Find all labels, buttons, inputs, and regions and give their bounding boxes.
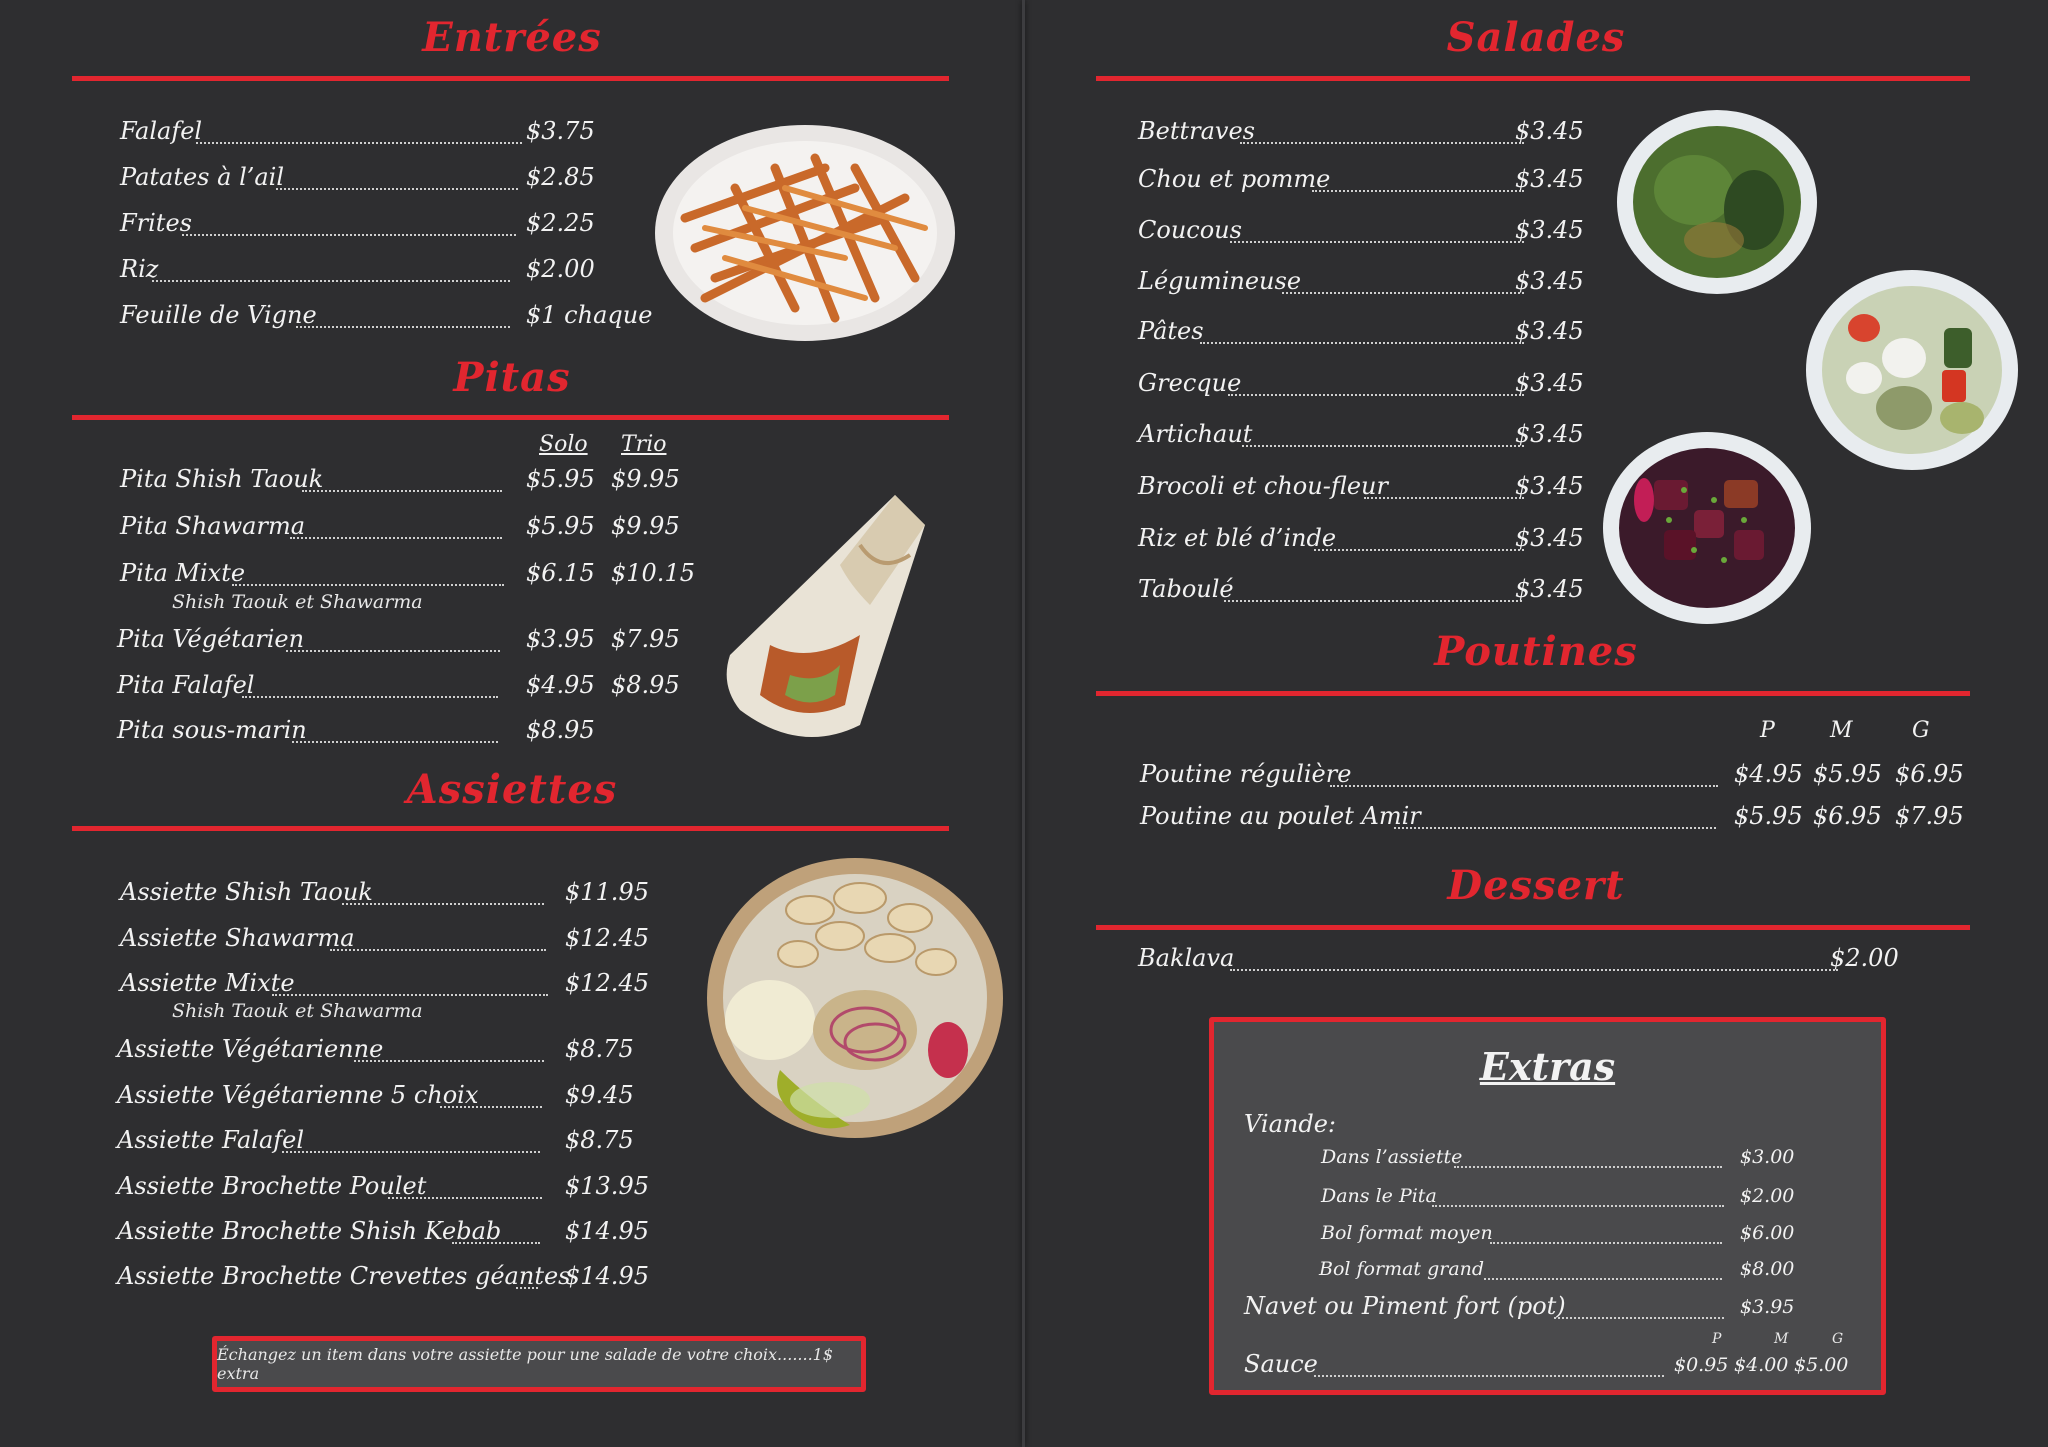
menu-item-price-solo: $5.95 xyxy=(526,512,595,540)
menu-item-price-p: $4.95 xyxy=(1734,760,1803,788)
leader-dots xyxy=(1394,827,1716,829)
column-header-p: P xyxy=(1760,718,1775,743)
leader-dots xyxy=(296,326,510,328)
menu-item-price-trio: $10.15 xyxy=(611,559,695,587)
leader-dots xyxy=(292,741,498,743)
leader-dots xyxy=(342,903,544,905)
menu-item-price: $3.45 xyxy=(1515,575,1584,603)
beet-salad-bowl-image xyxy=(1594,420,1854,635)
menu-item-price: $2.00 xyxy=(526,255,595,283)
menu-item-name: Patates à l’ail xyxy=(120,163,285,191)
menu-item-name: Coucous xyxy=(1138,216,1242,244)
menu-item-price: $14.95 xyxy=(565,1262,649,1290)
leader-dots xyxy=(1240,142,1524,144)
sauce-col-g: G xyxy=(1832,1331,1844,1347)
menu-item-name: Riz et blé d’inde xyxy=(1138,524,1337,552)
extras-item-name: Dans l’assiette xyxy=(1321,1146,1463,1168)
leader-dots xyxy=(1224,600,1522,602)
menu-item-price-g: $7.95 xyxy=(1895,802,1964,830)
extras-title: Extras xyxy=(1479,1044,1616,1089)
leader-dots xyxy=(1432,1205,1724,1207)
menu-item-price: $14.95 xyxy=(565,1217,649,1245)
menu-item-name: Assiette Végétarienne 5 choix xyxy=(117,1081,479,1109)
leader-dots xyxy=(330,949,546,951)
leader-dots xyxy=(152,280,510,282)
salades-rule xyxy=(1096,76,1970,81)
extras-item-name: Dans le Pita xyxy=(1321,1185,1437,1207)
leader-dots xyxy=(1242,445,1524,447)
menu-item-name: Grecque xyxy=(1138,369,1242,397)
menu-item-name: Assiette Brochette Shish Kebab xyxy=(117,1217,502,1245)
menu-item-name: Légumineuse xyxy=(1138,267,1302,295)
extras-box xyxy=(1209,1017,1886,1395)
menu-item-name: Poutine au poulet Amir xyxy=(1140,802,1421,830)
leader-dots xyxy=(516,1287,538,1289)
leader-dots xyxy=(290,537,502,539)
assiettes-heading: Assiettes xyxy=(406,766,618,813)
menu-item-name: Pita Végétarien xyxy=(117,625,305,653)
pita-wrap-image xyxy=(710,485,940,755)
leader-dots xyxy=(1230,969,1838,971)
menu-item-price-solo: $8.95 xyxy=(526,716,595,744)
leader-dots xyxy=(388,1197,542,1199)
sauce-col-p: P xyxy=(1712,1331,1722,1347)
menu-item-name: Falafel xyxy=(120,117,203,145)
menu-item-price: $3.45 xyxy=(1515,420,1584,448)
menu-item-price: $3.45 xyxy=(1515,317,1584,345)
assiettes-rule xyxy=(72,826,949,831)
menu-item-price: $3.45 xyxy=(1515,216,1584,244)
menu-item-price-solo: $4.95 xyxy=(526,671,595,699)
poutines-heading: Poutines xyxy=(1434,628,1638,675)
leader-dots xyxy=(1282,292,1524,294)
menu-item-price-m: $5.95 xyxy=(1813,760,1882,788)
leader-dots xyxy=(302,490,502,492)
menu-item-price: $3.75 xyxy=(526,117,595,145)
menu-item-name: Pita Shawarma xyxy=(120,512,306,540)
menu-item-price-solo: $6.15 xyxy=(526,559,595,587)
menu-item-name: Chou et pomme xyxy=(1138,165,1331,193)
menu-item-price-trio: $8.95 xyxy=(611,671,680,699)
menu-item-name: Pita Mixte xyxy=(120,559,246,587)
leader-dots xyxy=(1330,785,1718,787)
entrees-heading: Entrées xyxy=(422,14,602,61)
leader-dots xyxy=(232,584,504,586)
leader-dots xyxy=(1314,1375,1664,1377)
sauce-item-name: Sauce xyxy=(1244,1350,1318,1378)
menu-item-price-trio: $9.95 xyxy=(611,465,680,493)
menu-item-price-g: $6.95 xyxy=(1895,760,1964,788)
viande-label: Viande: xyxy=(1244,1110,1337,1138)
leader-dots xyxy=(1490,1242,1722,1244)
leader-dots xyxy=(452,1242,540,1244)
salades-heading: Salades xyxy=(1446,14,1626,61)
column-header-g: G xyxy=(1912,718,1930,743)
sauce-price-g: $5.00 xyxy=(1794,1354,1849,1376)
menu-item-name: Frites xyxy=(120,209,192,237)
menu-item-price: $12.45 xyxy=(565,924,649,952)
menu-item-price: $13.95 xyxy=(565,1172,649,1200)
dessert-heading: Dessert xyxy=(1447,862,1625,909)
menu-item-price: $12.45 xyxy=(565,969,649,997)
leader-dots xyxy=(1228,394,1524,396)
extras-item-price: $2.00 xyxy=(1740,1185,1795,1207)
menu-item-price-solo: $5.95 xyxy=(526,465,595,493)
leader-dots xyxy=(1454,1166,1722,1168)
sauce-price-m: $4.00 xyxy=(1734,1354,1789,1376)
pitas-rule xyxy=(72,415,949,420)
leader-dots xyxy=(242,696,498,698)
sauce-price-p: $0.95 xyxy=(1674,1354,1729,1376)
menu-item-name: Pita Shish Taouk xyxy=(120,465,324,493)
assiette-plate-image xyxy=(700,850,1010,1145)
menu-item-subtitle: Shish Taouk et Shawarma xyxy=(172,591,423,613)
leader-dots xyxy=(1364,497,1524,499)
leader-dots xyxy=(182,234,516,236)
extras-item-name: Bol format grand xyxy=(1319,1258,1485,1280)
leader-dots xyxy=(196,142,522,144)
menu-item-name: Artichaut xyxy=(1138,420,1253,448)
menu-item-name: Poutine régulière xyxy=(1140,760,1352,788)
extras-item-price: $6.00 xyxy=(1740,1222,1795,1244)
entrees-rule xyxy=(72,76,949,81)
menu-item-price: $3.45 xyxy=(1515,165,1584,193)
menu-item-name: Taboulé xyxy=(1138,575,1234,603)
sauce-col-m: M xyxy=(1774,1331,1789,1347)
navet-item-name: Navet ou Piment fort (pot) xyxy=(1244,1292,1566,1320)
leader-dots xyxy=(282,1151,540,1153)
leader-dots xyxy=(272,994,548,996)
menu-item-price: $3.45 xyxy=(1515,267,1584,295)
menu-item-subtitle: Shish Taouk et Shawarma xyxy=(172,1000,423,1022)
pitas-heading: Pitas xyxy=(453,354,571,401)
column-header-solo: Solo xyxy=(539,432,588,457)
menu-item-price: $3.45 xyxy=(1515,472,1584,500)
menu-item-price: $3.45 xyxy=(1515,524,1584,552)
menu-item-price: $2.25 xyxy=(526,209,595,237)
menu-item-price: $1 chaque xyxy=(526,301,653,329)
menu-item-name: Assiette Brochette Poulet xyxy=(117,1172,427,1200)
menu-item-price-p: $5.95 xyxy=(1734,802,1803,830)
menu-item-name: Pita sous-marin xyxy=(117,716,307,744)
extras-item-name: Bol format moyen xyxy=(1321,1222,1493,1244)
swap-note-box xyxy=(212,1336,866,1392)
dessert-rule xyxy=(1096,925,1970,930)
swap-note-text: Échangez un item dans votre assiette pour une salade de votre choix.......1$ extra xyxy=(217,1345,834,1383)
menu-item-price: $11.95 xyxy=(565,878,649,906)
leader-dots xyxy=(354,1060,544,1062)
menu-item-price: $2.00 xyxy=(1830,944,1899,972)
leader-dots xyxy=(1230,241,1524,243)
poutines-rule xyxy=(1096,691,1970,696)
right-page xyxy=(1024,0,2048,1447)
menu-item-price-trio: $7.95 xyxy=(611,625,680,653)
extras-item-price: $8.00 xyxy=(1740,1258,1795,1280)
leader-dots xyxy=(440,1106,542,1108)
column-header-trio: Trio xyxy=(621,432,667,457)
menu-item-name: Feuille de Vigne xyxy=(120,301,317,329)
leader-dots xyxy=(276,188,518,190)
menu-item-name: Assiette Falafel xyxy=(117,1126,305,1154)
navet-item-price: $3.95 xyxy=(1740,1296,1795,1318)
leader-dots xyxy=(1314,549,1524,551)
menu-item-name: Baklava xyxy=(1138,944,1235,972)
menu-item-price: $9.45 xyxy=(565,1081,634,1109)
menu-item-name: Pita Falafel xyxy=(117,671,255,699)
menu-item-name: Assiette Shish Taouk xyxy=(120,878,373,906)
menu-item-price-trio: $9.95 xyxy=(611,512,680,540)
menu-item-price: $3.45 xyxy=(1515,369,1584,397)
leader-dots xyxy=(286,650,500,652)
column-header-m: M xyxy=(1830,718,1853,743)
menu-item-name: Assiette Shawarma xyxy=(120,924,355,952)
leader-dots xyxy=(1312,190,1524,192)
menu-item-name: Riz xyxy=(120,255,159,283)
menu-item-name: Assiette Végétarienne xyxy=(117,1035,384,1063)
fries-plate-image xyxy=(645,108,970,358)
menu-item-price: $3.45 xyxy=(1515,117,1584,145)
menu-item-price: $8.75 xyxy=(565,1035,634,1063)
leader-dots xyxy=(1200,342,1524,344)
menu-item-price: $8.75 xyxy=(565,1126,634,1154)
leader-dots xyxy=(1484,1278,1722,1280)
menu-item-price-solo: $3.95 xyxy=(526,625,595,653)
menu-item-name: Assiette Brochette Crevettes géantes xyxy=(117,1262,571,1290)
menu-item-price: $2.85 xyxy=(526,163,595,191)
menu-item-name: Pâtes xyxy=(1138,317,1204,345)
menu-item-price-m: $6.95 xyxy=(1813,802,1882,830)
menu-item-name: Bettraves xyxy=(1138,117,1255,145)
leader-dots xyxy=(1554,1317,1724,1319)
extras-item-price: $3.00 xyxy=(1740,1146,1795,1168)
menu-item-name: Assiette Mixte xyxy=(120,969,295,997)
menu-item-name: Brocoli et chou-fleur xyxy=(1138,472,1388,500)
